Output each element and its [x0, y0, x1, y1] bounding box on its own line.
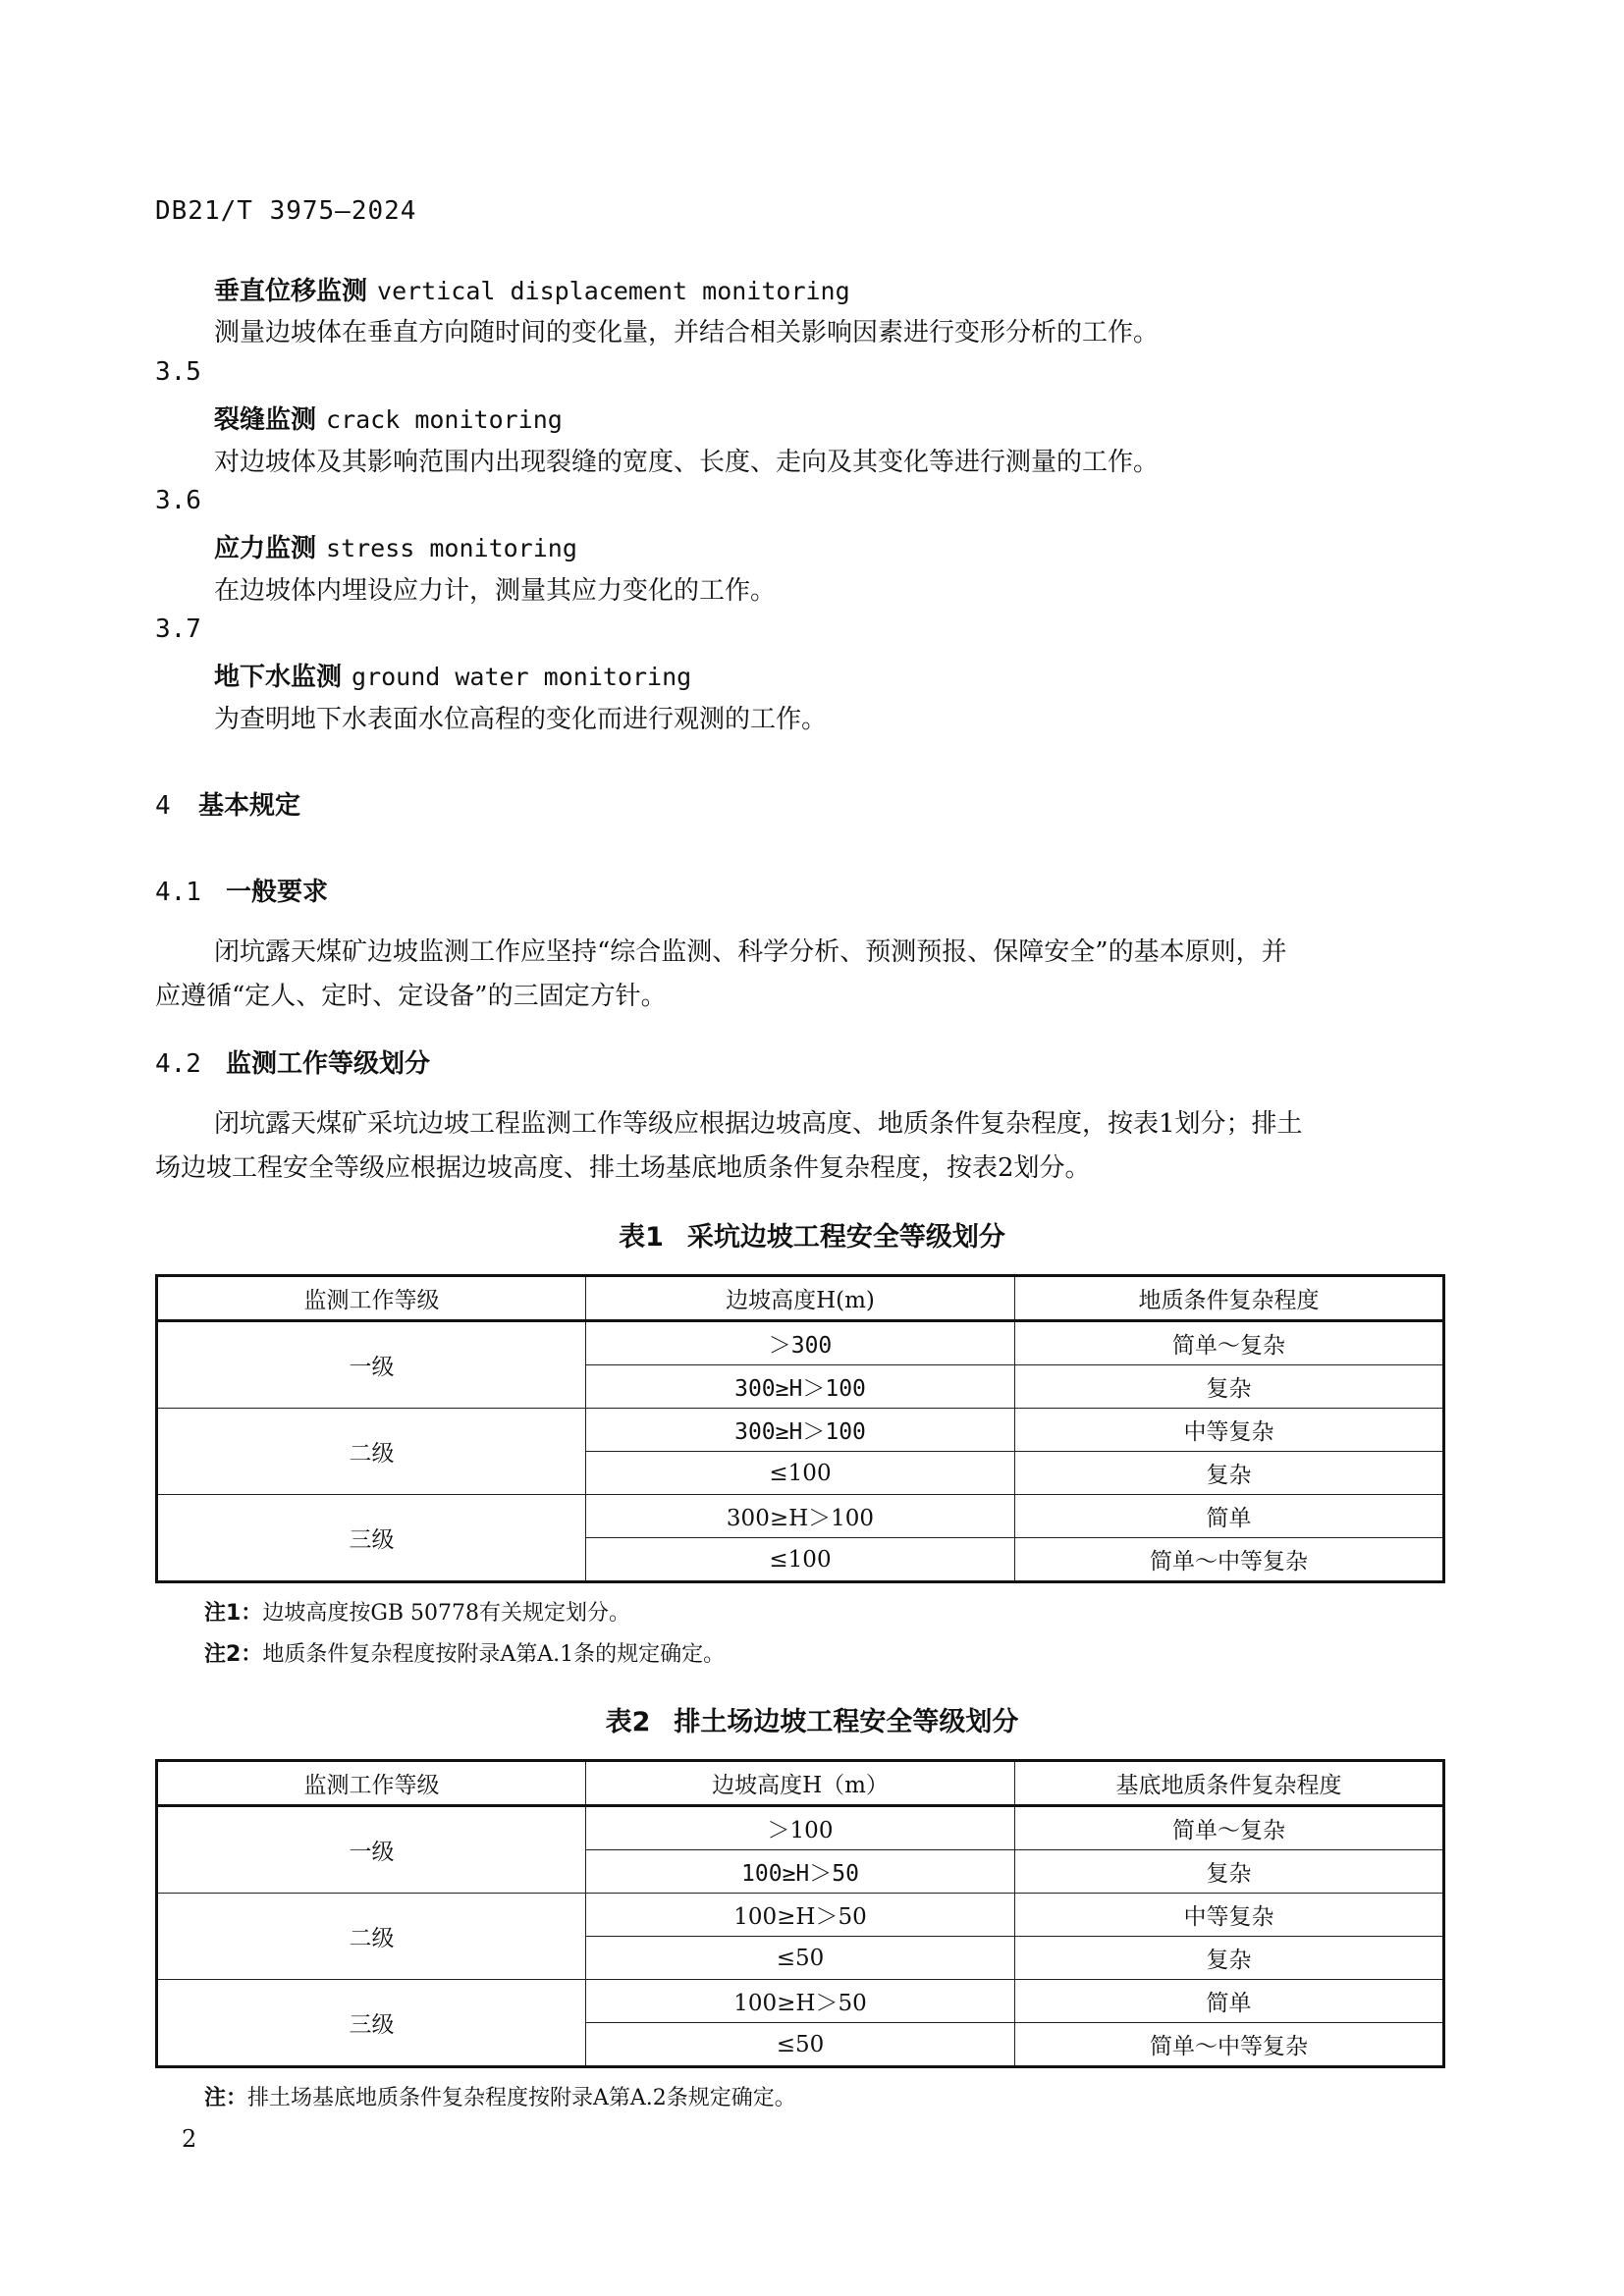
table-label: 表2 [605, 1707, 651, 1737]
table-header-cell: 监测工作等级 [157, 1761, 586, 1806]
complexity-cell: 复杂 [1015, 1452, 1444, 1495]
term-title-zh: 裂缝监测 [214, 405, 317, 435]
height-cell: 300≥H＞100 [586, 1365, 1015, 1409]
complexity-cell: 简单～中等复杂 [1015, 1538, 1444, 1582]
section-heading [155, 785, 300, 822]
table-caption [0, 1215, 1624, 1254]
height-cell: 100≥H＞50 [586, 1850, 1015, 1894]
table-header-cell: 边坡高度H（m） [586, 1761, 1015, 1806]
height-cell: ≤50 [586, 2023, 1015, 2067]
table-header-cell: 基底地质条件复杂程度 [1015, 1761, 1444, 1806]
grade-cell: 一级 [157, 1321, 586, 1409]
height-cell: 300≥H＞100 [586, 1495, 1015, 1538]
table-title: 排土场边坡工程安全等级划分 [674, 1707, 1019, 1737]
table-dump-slope-grade [155, 1759, 1445, 2068]
table-note [204, 2081, 796, 2111]
term-title-en: crack monitoring [326, 405, 563, 434]
height-cell: 300≥H＞100 [586, 1409, 1015, 1452]
note-text: 地质条件复杂程度按附录A第A.1条的规定确定。 [262, 1642, 726, 1667]
table-slope-grade [155, 1274, 1445, 1583]
grade-cell: 二级 [157, 1409, 586, 1495]
complexity-cell: 中等复杂 [1015, 1894, 1444, 1937]
term-title-zh: 应力监测 [214, 534, 317, 563]
term-number: 3.5 [155, 357, 201, 387]
term-title-zh: 垂直位移监测 [214, 277, 368, 306]
table-header-cell: 边坡高度H(m) [586, 1276, 1015, 1321]
table-row [157, 1894, 1444, 1937]
grade-cell: 一级 [157, 1806, 586, 1894]
complexity-cell: 简单～复杂 [1015, 1806, 1444, 1850]
paragraph-line: 场边坡工程安全等级应根据边坡高度、排土场基底地质条件复杂程度，按表2划分。 [155, 1153, 1091, 1183]
height-cell: ≤50 [586, 1937, 1015, 1980]
term-definition: 对边坡体及其影响范围内出现裂缝的宽度、长度、走向及其变化等进行测量的工作。 [214, 448, 1160, 477]
table-row [157, 1495, 1444, 1538]
section-title: 一般要求 [226, 878, 329, 907]
complexity-cell: 复杂 [1015, 1365, 1444, 1409]
term-title-en: stress monitoring [326, 534, 577, 562]
note-text: 排土场基底地质条件复杂程度按附录A第A.2条规定确定。 [247, 2086, 796, 2110]
term-title-zh: 地下水监测 [214, 663, 343, 692]
table-row [157, 1321, 1444, 1365]
grade-cell: 二级 [157, 1894, 586, 1980]
table-row [157, 1409, 1444, 1452]
paragraph-line: 应遵循“定人、定时、定设备”的三固定方针。 [155, 982, 667, 1011]
term-definition: 在边坡体内埋设应力计，测量其应力变化的工作。 [214, 576, 777, 606]
term-number: 3.7 [155, 614, 201, 644]
section-number: 4.2 [155, 1049, 201, 1079]
grade-cell: 三级 [157, 1980, 586, 2067]
height-cell: 100≥H＞50 [586, 1894, 1015, 1937]
height-cell: ＞100 [586, 1806, 1015, 1850]
complexity-cell: 简单～复杂 [1015, 1321, 1444, 1365]
term-title [214, 400, 563, 436]
section-number: 4.1 [155, 878, 201, 907]
complexity-cell: 复杂 [1015, 1937, 1444, 1980]
note-text: 边坡高度按GB 50778有关规定划分。 [262, 1601, 631, 1626]
paragraph-line: 闭坑露天煤矿采坑边坡工程监测工作等级应根据边坡高度、地质条件复杂程度，按表1划分；排土 [214, 1109, 1303, 1139]
complexity-cell: 简单～中等复杂 [1015, 2023, 1444, 2067]
table-note [204, 1637, 725, 1668]
section-title: 监测工作等级划分 [226, 1049, 431, 1079]
term-title-en: vertical displacement monitoring [377, 277, 850, 305]
section-heading [155, 1043, 430, 1080]
section-title: 基本规定 [198, 791, 301, 821]
note-label: 注： [204, 2086, 248, 2110]
complexity-cell: 中等复杂 [1015, 1409, 1444, 1452]
page-number: 2 [182, 2125, 197, 2153]
table-note [204, 1596, 630, 1627]
height-cell: 100≥H＞50 [586, 1980, 1015, 2023]
term-title [214, 271, 850, 307]
paragraph [155, 931, 1443, 1019]
paragraph-line: 闭坑露天煤矿边坡监测工作应坚持“综合监测、科学分析、预测预报、保障安全”的基本原则，并 [214, 937, 1287, 967]
table-caption [0, 1700, 1624, 1738]
term-definition: 测量边坡体在垂直方向随时间的变化量，并结合相关影响因素进行变形分析的工作。 [214, 318, 1160, 347]
height-cell: ≤100 [586, 1452, 1015, 1495]
paragraph [155, 1102, 1443, 1191]
complexity-cell: 复杂 [1015, 1850, 1444, 1894]
term-title [214, 657, 691, 693]
complexity-cell: 简单 [1015, 1495, 1444, 1538]
term-title [214, 528, 577, 564]
section-number: 4 [155, 791, 171, 821]
term-title-en: ground water monitoring [352, 663, 692, 691]
table-label: 表1 [619, 1222, 664, 1253]
note-label: 注2： [204, 1642, 263, 1667]
section-heading [155, 872, 328, 908]
height-cell: ≤100 [586, 1538, 1015, 1582]
term-number: 3.6 [155, 486, 201, 515]
table-row [157, 1806, 1444, 1850]
table-row [157, 1980, 1444, 2023]
term-definition: 为查明地下水表面水位高程的变化而进行观测的工作。 [214, 705, 828, 734]
table-header-cell: 监测工作等级 [157, 1276, 586, 1321]
table-header-cell: 地质条件复杂程度 [1015, 1276, 1444, 1321]
complexity-cell: 简单 [1015, 1980, 1444, 2023]
note-label: 注1： [204, 1601, 263, 1626]
document-header-id: DB21/T 3975—2024 [155, 196, 417, 226]
table-title: 采坑边坡工程安全等级划分 [686, 1222, 1005, 1253]
grade-cell: 三级 [157, 1495, 586, 1582]
height-cell: ＞300 [586, 1321, 1015, 1365]
